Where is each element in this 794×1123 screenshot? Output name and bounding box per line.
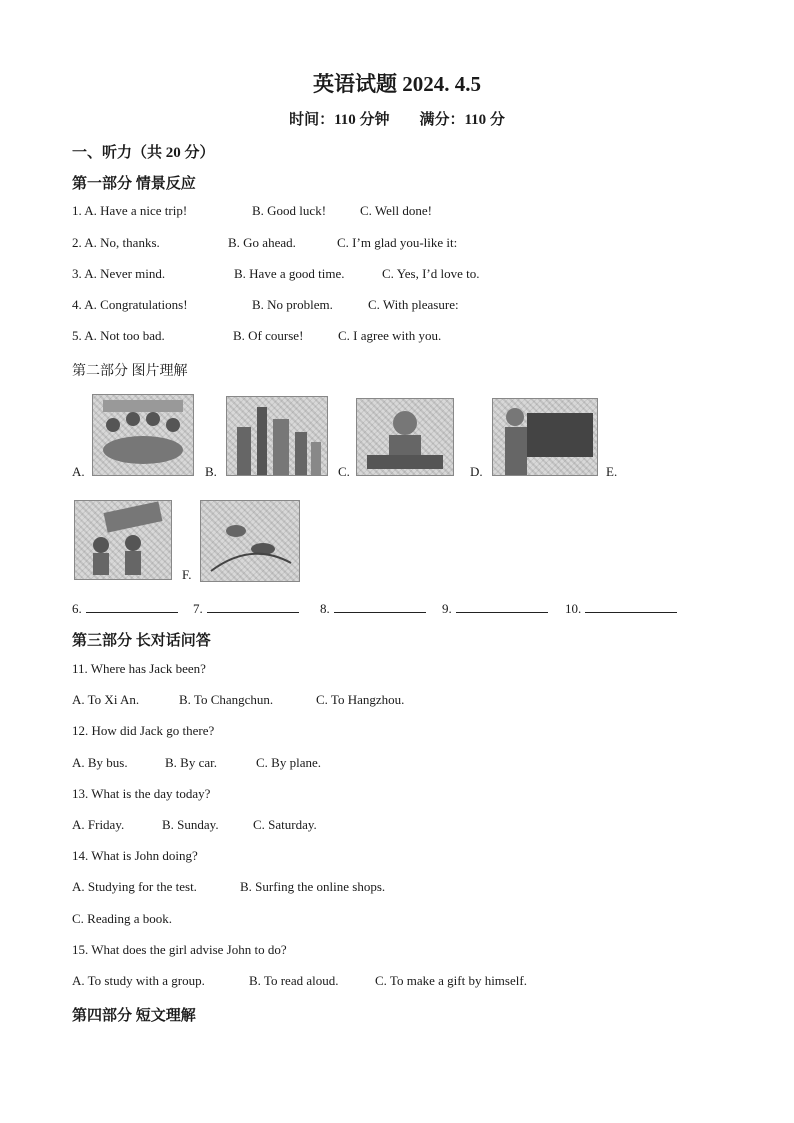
option-b: B. Surfing the online shops. [240, 879, 386, 894]
exam-score: 满分：110 分 [419, 112, 505, 128]
option-c: C. Reading a book. [72, 911, 173, 926]
question-15: 15. What does the girl advise John to do? [72, 942, 287, 957]
girl-at-blackboard-picture [492, 398, 598, 476]
option-a: A. Studying for the test. [72, 879, 197, 894]
option-c: C. I agree with you. [338, 328, 442, 343]
option-a: 4. A. Congratulations! [72, 297, 188, 312]
option-b: B. Sunday. [162, 817, 219, 832]
option-a: 2. A. No, thanks. [72, 235, 160, 250]
option-c: C. To Hangzhou. [316, 692, 405, 707]
people-at-sign-picture [74, 500, 172, 580]
option-c: C. By plane. [256, 755, 321, 770]
question-14: 14. What is John doing? [72, 848, 198, 863]
question-11: 11. Where has Jack been? [72, 661, 206, 676]
option-a: A. By bus. [72, 755, 128, 770]
picture-label-e: E. [606, 464, 618, 479]
option-b: B. Of course! [233, 328, 304, 343]
option-b: B. To Changchun. [179, 692, 274, 707]
answer-blank-9[interactable]: 9. [442, 600, 548, 617]
part2-title: 第二部分 图片理解 [72, 364, 188, 379]
option-b: B. Have a good time. [234, 266, 345, 281]
answer-blank-8[interactable]: 8. [320, 600, 426, 617]
option-a: 3. A. Never mind. [72, 266, 166, 281]
part4-title: 第四部分 短文理解 [72, 1008, 196, 1024]
exam-time: 时间：110 分钟 [289, 112, 390, 128]
option-a: 5. A. Not too bad. [72, 328, 165, 343]
answer-blank-6[interactable]: 6. [72, 600, 178, 617]
section-listening-title: 一、听力（共 20 分） [72, 145, 215, 161]
answer-blank-7[interactable]: 7. [193, 600, 299, 617]
question-13: 13. What is the day today? [72, 786, 211, 801]
picture-label-a: A. [72, 464, 85, 479]
person-at-desk-picture [356, 398, 454, 476]
option-c: C. Well done! [360, 203, 433, 218]
option-b: B. By car. [165, 755, 217, 770]
picture-label-f: F. [182, 567, 192, 582]
question-12: 12. How did Jack go there? [72, 723, 215, 738]
option-b: B. No problem. [252, 297, 333, 312]
option-c: C. To make a gift by himself. [375, 973, 527, 988]
part3-title: 第三部分 长对话问答 [72, 633, 211, 649]
option-b: B. To read aloud. [249, 973, 339, 988]
option-c: C. With pleasure: [368, 297, 459, 312]
exam-info [0, 108, 794, 129]
space-swimmers-picture [200, 500, 300, 582]
picture-label-d: D. [470, 464, 483, 479]
page-title: 英语试题 2024. 4.5 [313, 72, 481, 96]
option-a: 1. A. Have a nice trip! [72, 203, 188, 218]
option-a: A. To Xi An. [72, 692, 140, 707]
option-a: A. Friday. [72, 817, 125, 832]
option-a: A. To study with a group. [72, 973, 205, 988]
answer-blank-10[interactable]: 10. [565, 600, 677, 617]
picture-label-b: B. [205, 464, 217, 479]
meeting-table-picture [92, 394, 194, 476]
city-buildings-picture [226, 396, 328, 476]
option-c: C. Yes, I’d love to. [382, 266, 480, 281]
option-c: C. I’m glad you-like it: [337, 235, 458, 250]
picture-label-c: C. [338, 464, 350, 479]
option-b: B. Go ahead. [228, 235, 296, 250]
part1-title: 第一部分 情景反应 [72, 176, 196, 192]
option-c: C. Saturday. [253, 817, 317, 832]
option-b: B. Good luck! [252, 203, 327, 218]
